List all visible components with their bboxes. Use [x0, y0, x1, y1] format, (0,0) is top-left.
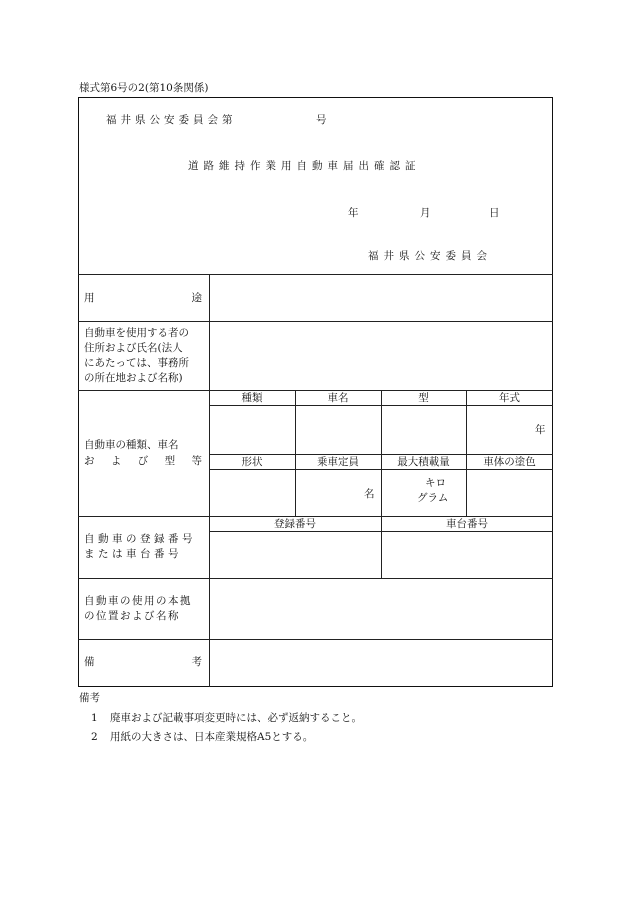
number-suffix: 号: [316, 114, 327, 126]
date-day-label: 日: [489, 207, 500, 219]
rule-vehicle-col2: [381, 390, 382, 578]
remarks-label-right: 考: [191, 656, 202, 668]
max-load-unit: [417, 476, 465, 506]
date-year-label: 年: [348, 207, 359, 219]
note-item: [91, 729, 313, 744]
header-body-shape: 形状: [241, 456, 263, 468]
max-load-unit-line: キロ: [425, 477, 446, 489]
rule-label-column: [209, 274, 210, 687]
rule-vehicle-col1: [295, 390, 296, 516]
header-make: 車名: [327, 392, 349, 404]
body-shape-value-field[interactable]: [211, 471, 293, 515]
seating-capacity-unit: 名: [364, 488, 375, 500]
header-model: 型: [418, 392, 429, 404]
rule-purpose-bottom: [78, 321, 553, 322]
vehicle-label-char: お: [84, 455, 95, 467]
vehicle-label-char: 型: [164, 455, 176, 467]
base-of-use-label: [84, 594, 192, 624]
purpose-value-field[interactable]: [211, 276, 551, 320]
make-value-field[interactable]: [297, 407, 379, 453]
header-body-color: 車体の塗色: [483, 456, 536, 468]
header-seating-capacity: 乗車定員: [317, 456, 359, 468]
vehicle-label-char: 等: [191, 455, 202, 467]
owner-label-line: の所在地および名称): [84, 372, 183, 384]
owner-label-line: にあたっては、事務所: [84, 357, 189, 369]
registration-label-line: 自動車の登録番号: [84, 533, 196, 545]
base-of-use-value-field[interactable]: [211, 580, 551, 638]
registration-label-line: または車台番号: [84, 548, 182, 560]
rule-header-bottom: [78, 274, 553, 275]
owner-label: [84, 326, 208, 386]
form-number-label: 様式第6号の2(第10条関係): [79, 82, 209, 94]
note-text: 廃車および記載事項変更時には、必ず返納すること。: [110, 712, 363, 724]
purpose-label-right: 途: [191, 292, 202, 304]
model-year-unit: 年: [535, 424, 546, 436]
note-number: 2: [91, 731, 98, 743]
header-type: 種類: [241, 392, 263, 404]
chassis-number-field[interactable]: [383, 533, 551, 577]
remarks-label-left: 備: [84, 656, 95, 668]
remarks-value-field[interactable]: [211, 641, 551, 685]
note-text: 用紙の大きさは、日本産業規格A5とする。: [110, 731, 314, 743]
header-chassis-number: 車台番号: [446, 518, 488, 530]
note-number: 1: [91, 712, 98, 724]
rule-vehicle-col3: [466, 390, 467, 516]
issuing-authority: 福井県公安委員会: [368, 250, 492, 262]
owner-value-field[interactable]: [211, 323, 551, 389]
notes-title: 備考: [79, 692, 100, 704]
base-of-use-label-line: 自動車の使用の本拠: [84, 595, 192, 607]
purpose-label-left: 用: [84, 292, 95, 304]
vehicle-label-char: び: [137, 455, 149, 467]
type-value-field[interactable]: [211, 407, 293, 453]
model-value-field[interactable]: [383, 407, 464, 453]
date-month-label: 月: [420, 207, 431, 219]
vehicle-label-line2: [84, 454, 202, 469]
rule-registration-bottom: [78, 578, 553, 579]
issuer-line: 福井県公安委員会第: [106, 114, 237, 126]
max-load-unit-line: グラム: [417, 492, 449, 504]
header-max-load: 最大積載量: [397, 456, 450, 468]
certificate-title: 道路維持作業用自動車届出確認証: [188, 160, 421, 172]
rule-base-bottom: [78, 639, 553, 640]
remarks-label: [84, 655, 202, 670]
header-registration-number: 登録番号: [274, 518, 316, 530]
purpose-label: [84, 291, 202, 306]
owner-label-line: 住所および氏名(法人: [84, 342, 183, 354]
owner-label-line: 自動車を使用する者の: [84, 327, 189, 339]
note-item: [91, 710, 362, 725]
body-color-value-field[interactable]: [468, 471, 551, 515]
vehicle-label-line1: 自動車の種類、車名: [84, 439, 179, 451]
base-of-use-label-line: の位置および名称: [84, 610, 180, 622]
vehicle-label-char: よ: [110, 455, 122, 467]
header-model-year: 年式: [499, 392, 520, 404]
registration-number-field[interactable]: [211, 533, 379, 577]
registration-label: [84, 532, 196, 562]
